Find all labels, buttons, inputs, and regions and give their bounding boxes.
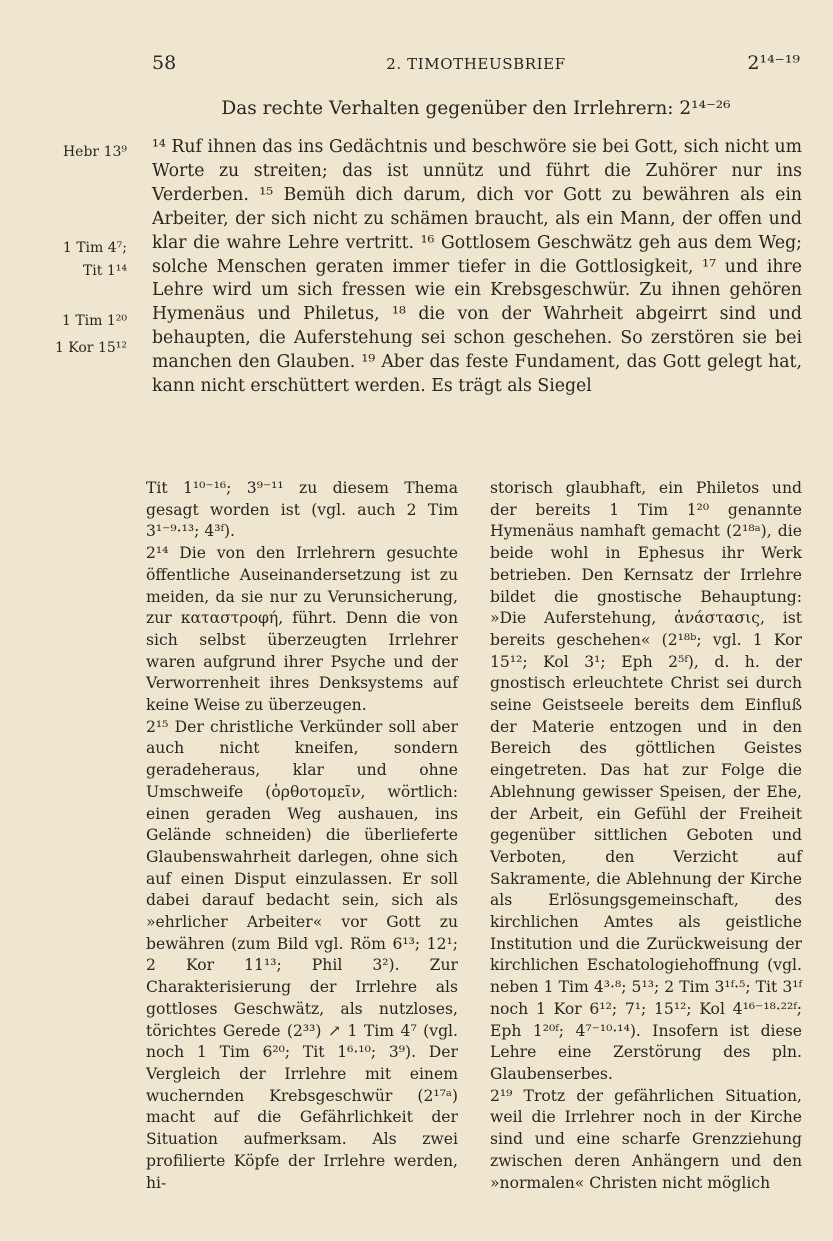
section-title: Das rechte Verhalten gegenüber den Irrlehrern: 2¹⁴⁻²⁶: [221, 98, 731, 119]
page-header: [152, 52, 800, 82]
main-bible-text: [152, 136, 802, 399]
verse-reference: 2¹⁴⁻¹⁹: [747, 52, 800, 74]
commentary-right-column: [490, 478, 802, 1194]
commentary-paragraph: Tit 1¹⁰⁻¹⁶; 3⁹⁻¹¹ zu diesem Thema gesagt worden ist (vgl. auch 2 Tim 3¹⁻⁹·¹³; 4³ᶠ).: [146, 479, 458, 541]
commentary-paragraph: 2¹⁹ Trotz der gefährlichen Situation, weil die Irrlehrer noch in der Kirche sind und eine scharfe Grenzziehung zwischen deren Anhängern und den »normalen« Christen nicht möglich: [490, 1086, 802, 1192]
bible-text-paragraph: ¹⁴ Ruf ihnen das ins Gedächtnis und beschwöre sie bei Gott, sich nicht um Worte zu streiten; das ist unnütz und führt die Zuhörer nur ins Verderben. ¹⁵ Bemüh dich darum, dich vor Gott zu bewähren als ein Arbeiter, der sich nicht zu schämen braucht, als ein Mann, der offen und klar die wahre Lehre vertritt. ¹⁶ Gottlosem Geschwätz geh aus dem Weg; solche Menschen geraten immer tiefer in die Gottlosigkeit, ¹⁷ und ihre Lehre wird um sich fressen wie ein Krebsgeschwür. Zu ihnen gehören Hymenäus und Philetus, ¹⁸ die von der Wahrheit abgeirrt sind und behaupten, die Auferstehung sei schon geschehen. So zerstören sie bei manchen den Glauben. ¹⁹ Aber das feste Fundament, das Gott gelegt hat, kann nicht erschüttert werden. Es trägt als Siegel: [152, 137, 802, 397]
commentary-paragraph: 2¹⁵ Der christliche Verkünder soll aber auch nicht kneifen, sondern geradeheraus, klar und ohne Umschweife (ὀρθοτομεῖν, wörtlich: einen geraden Weg aushauen, ins Gelände schneiden) die überlieferte Glaubenswahrheit darlegen, ohne sich auf einen Disput einzulassen. Er soll dabei darauf bedacht sein, sich als »ehrlicher Arbeiter« vor Gott zu bewähren (zum Bild vgl. Röm 6¹³; 12¹; 2 Kor 11¹³; Phil 3²). Zur Charakterisierung der Irrlehre als gottloses Geschwätz, als nutzloses, törichtes Gerede (2³³) ↗ 1 Tim 4⁷ (vgl. noch 1 Tim 6²⁰; Tit 1⁶·¹⁰; 3⁹). Der Vergleich der Irrlehre mit einem wuchernden Krebsgeschwür (2¹⁷ᵃ) macht auf die Gefährlichkeit der Situation aufmerksam. Als zwei profilierte Köpfe der Irrlehre werden, hi-: [146, 717, 458, 1192]
margin-ref: 1 Tim 4⁷;: [62, 240, 127, 256]
page-number: 58: [152, 52, 177, 74]
commentary-paragraph: storisch glaubhaft, ein Philetos und der bereits 1 Tim 1²⁰ genannte Hymenäus namhaft gemacht (2¹⁸ᵃ), die beide wohl in Ephesus ihr Werk betrieben. Den Kernsatz der Irrlehre bildet die gnostische Behauptung: »Die Auferstehung, ἀνάστασις, ist bereits geschehen« (2¹⁸ᵇ; vgl. 1 Kor 15¹²; Kol 3¹; Eph 2⁵ᶠ), d. h. der gnostisch erleuchtete Christ sei durch seine Geistseele bereits dem Einfluß der Materie entzogen und in den Bereich des göttlichen Geistes eingetreten. Das hat zur Folge die Ablehnung gewisser Speisen, der Ehe, der Arbeit, ein Gefühl der Freiheit gegenüber sittlichen Geboten und Verboten, den Verzicht auf Sakramente, die Ablehnung der Kirche als Erlösungsgemeinschaft, des kirchlichen Amtes als geistliche Institution und die Zurückweisung der kirchlichen Eschatologiehoffnung (vgl. neben 1 Tim 4³·⁸; 5¹³; 2 Tim 3¹ᶠ·⁵; Tit 3¹ᶠ noch 1 Kor 6¹²; 7¹; 15¹²; Kol 4¹⁶⁻¹⁸·²²ᶠ; Eph 1²⁰ᶠ; 4⁷⁻¹⁰·¹⁴). Insofern ist diese Lehre eine Zerstörung des pln. Glaubenserbes.: [490, 479, 802, 1083]
commentary-paragraph: 2¹⁴ Die von den Irrlehrern gesuchte öffentliche Auseinandersetzung ist zu meiden, da sie nur zu Verunsicherung, zur καταστροφή, führt. Denn die von sich selbst überzeugten Irrlehrer waren aufgrund ihrer Psyche und der Verworrenheit ihres Denksystems auf keine Weise zu überzeugen.: [146, 544, 458, 715]
running-title: 2. TIMOTHEUSBRIEF: [386, 55, 566, 73]
margin-ref: 1 Tim 1²⁰: [61, 313, 127, 329]
commentary-left-column: [146, 478, 458, 1194]
margin-ref: Hebr 13⁹: [62, 144, 127, 160]
margin-ref: 1 Kor 15¹²: [54, 340, 127, 356]
margin-ref: Tit 1¹⁴: [82, 263, 127, 279]
